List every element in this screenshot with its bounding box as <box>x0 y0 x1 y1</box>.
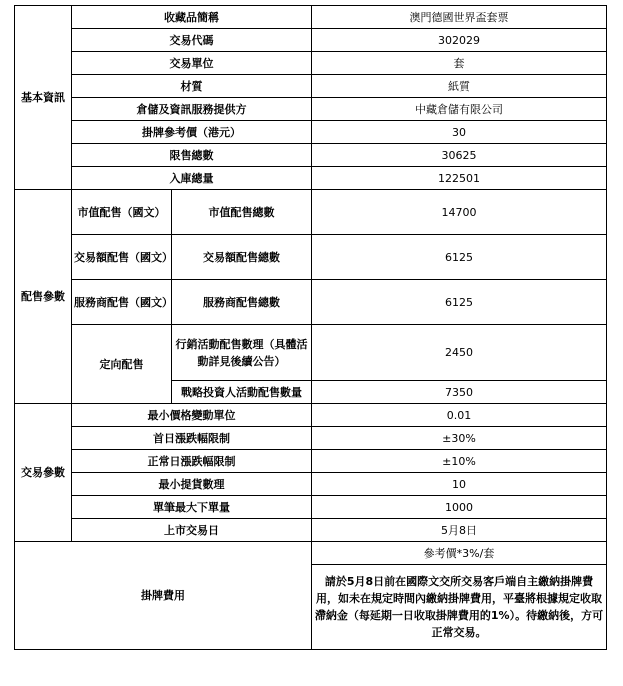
row-value: ±30% <box>312 427 607 450</box>
group-label-basic: 基本資訊 <box>15 6 72 190</box>
allocation-category: 服務商配售（國文） <box>72 280 172 325</box>
row-label: 最小價格變動單位 <box>72 404 312 427</box>
row-label: 行銷活動配售數理（具體活動詳見後續公告） <box>172 325 312 381</box>
table-row <box>15 121 607 144</box>
row-value: 套 <box>312 52 607 75</box>
row-value: 0.01 <box>312 404 607 427</box>
table-row <box>15 98 607 121</box>
row-label: 交易代碼 <box>72 29 312 52</box>
row-value: 302029 <box>312 29 607 52</box>
row-label: 正常日漲跌幅限制 <box>72 450 312 473</box>
table-row <box>15 75 607 98</box>
fee-note: 請於5月8日前在國際文交所交易客戶端自主繳納掛牌費用，如未在規定時間內繳納掛牌費用，平臺將根據規定收取滯納金（每延期一日收取掛牌費用的1%）。待繳納後，方可正常交易。 <box>312 565 607 650</box>
table-row <box>15 167 607 190</box>
row-label: 限售總數 <box>72 144 312 167</box>
row-value: 中藏倉儲有限公司 <box>312 98 607 121</box>
allocation-category: 市值配售（國文） <box>72 190 172 235</box>
table-row <box>15 427 607 450</box>
row-label: 交易單位 <box>72 52 312 75</box>
table-row <box>15 190 607 235</box>
row-value: 30625 <box>312 144 607 167</box>
row-value: 5月8日 <box>312 519 607 542</box>
table-row <box>15 496 607 519</box>
row-value: 10 <box>312 473 607 496</box>
table-row <box>15 404 607 427</box>
table-row <box>15 473 607 496</box>
collectible-info-table <box>14 5 607 650</box>
row-value: 122501 <box>312 167 607 190</box>
row-value: 2450 <box>312 325 607 381</box>
row-value: 6125 <box>312 235 607 280</box>
row-label: 上市交易日 <box>72 519 312 542</box>
row-value: 7350 <box>312 381 607 404</box>
table-row <box>15 325 607 381</box>
table-row <box>15 52 607 75</box>
fee-rate: 參考價*3%/套 <box>312 542 607 565</box>
row-value: 6125 <box>312 280 607 325</box>
group-label-trading: 交易參數 <box>15 404 72 542</box>
row-label: 掛牌參考價（港元） <box>72 121 312 144</box>
table-row <box>15 519 607 542</box>
table-row <box>15 144 607 167</box>
row-label: 倉儲及資訊服務提供方 <box>72 98 312 121</box>
row-value: 澳門德國世界盃套票 <box>312 6 607 29</box>
table-row <box>15 29 607 52</box>
group-label-allocation: 配售參數 <box>15 190 72 404</box>
row-label: 入庫總量 <box>72 167 312 190</box>
row-label: 服務商配售總數 <box>172 280 312 325</box>
row-value: 14700 <box>312 190 607 235</box>
row-label: 戰略投資人活動配售數量 <box>172 381 312 404</box>
allocation-category: 定向配售 <box>72 325 172 404</box>
row-label: 單筆最大下單量 <box>72 496 312 519</box>
row-value: 30 <box>312 121 607 144</box>
row-label: 收藏品簡稱 <box>72 6 312 29</box>
allocation-category: 交易額配售（國文） <box>72 235 172 280</box>
table-row <box>15 235 607 280</box>
row-value: 1000 <box>312 496 607 519</box>
table-row <box>15 280 607 325</box>
row-label: 首日漲跌幅限制 <box>72 427 312 450</box>
row-value: ±10% <box>312 450 607 473</box>
table-row <box>15 6 607 29</box>
row-label: 材質 <box>72 75 312 98</box>
table-row <box>15 450 607 473</box>
row-value: 紙質 <box>312 75 607 98</box>
fee-label: 掛牌費用 <box>15 542 312 650</box>
table-row <box>15 542 607 565</box>
row-label: 市值配售總數 <box>172 190 312 235</box>
row-label: 交易額配售總數 <box>172 235 312 280</box>
row-label: 最小提貨數理 <box>72 473 312 496</box>
